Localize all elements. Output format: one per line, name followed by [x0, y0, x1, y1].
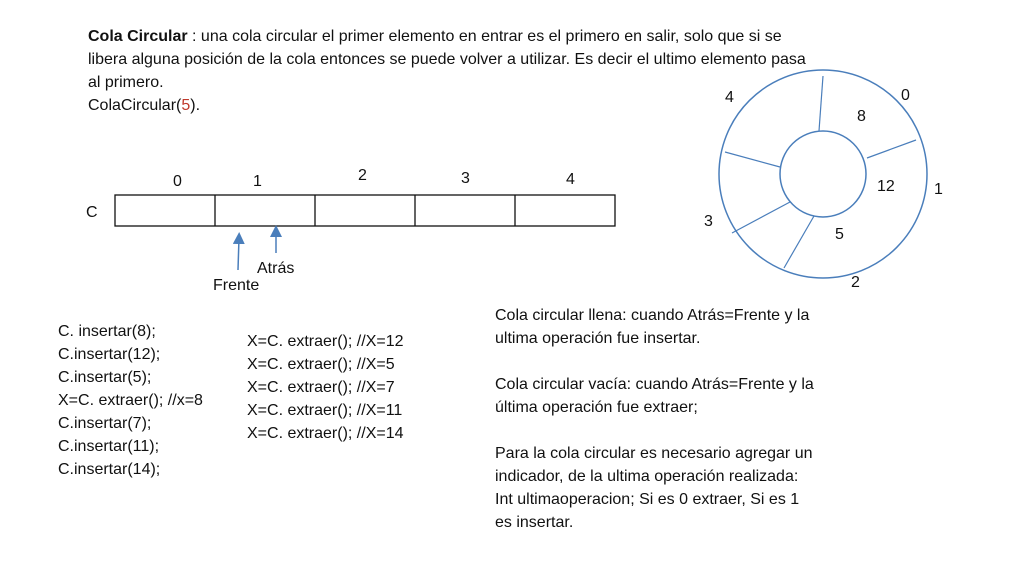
code-line: X=C. extraer(); //X=12 — [247, 333, 404, 350]
code-line: X=C. extraer(); //x=8 — [58, 392, 203, 409]
ring-inner — [780, 131, 866, 217]
code-line: X=C. extraer(); //X=7 — [247, 379, 395, 396]
code-line: C.insertar(14); — [58, 461, 161, 478]
array-index-2: 2 — [358, 167, 367, 184]
code-line: X=C. extraer(); //X=11 — [247, 402, 403, 419]
note-spacer — [495, 350, 814, 373]
intro-line-2: libera alguna posición de la cola entonces se puede volver a utilizar. Es decir el ultimo elemento pasa — [88, 51, 806, 68]
ring-slot-2: 2 — [851, 274, 860, 291]
ring-outer — [719, 70, 927, 278]
code-line: X=C. extraer(); //X=14 — [247, 425, 404, 442]
ring-slot-4: 4 — [725, 89, 734, 106]
array-index-3: 3 — [461, 170, 470, 187]
ring-slot-0: 0 — [901, 87, 910, 104]
code-line: X=C. extraer(); //X=5 — [247, 356, 395, 373]
note-empty-1: Cola circular vacía: cuando Atrás=Frente y la — [495, 376, 814, 393]
code-line: C.insertar(7); — [58, 415, 152, 432]
ring-spoke — [725, 152, 780, 167]
code-right — [247, 330, 404, 445]
array-index-0: 0 — [173, 173, 182, 190]
array-index-4: 4 — [566, 171, 575, 188]
intro-call-suffix: ). — [190, 97, 201, 114]
code-line: C.insertar(12); — [58, 346, 161, 363]
front-label: Frente — [213, 277, 260, 294]
ring-spoke — [784, 216, 814, 268]
note-full-1: Cola circular llena: cuando Atrás=Frente y la — [495, 307, 810, 324]
ring-value-8: 8 — [857, 108, 866, 125]
note-empty-2: última operación fue extraer; — [495, 399, 698, 416]
notes-block — [495, 304, 814, 534]
note-full-2: ultima operación fue insertar. — [495, 330, 701, 347]
ring-slot-3: 3 — [704, 213, 713, 230]
ring-slot-1: 1 — [934, 181, 943, 198]
intro-title: Cola Circular — [88, 28, 188, 45]
note-extra-3: Int ultimaoperacion; Si es 0 extraer, Si es 1 — [495, 491, 800, 508]
array-name: C — [86, 204, 98, 221]
intro-call-prefix: ColaCircular( — [88, 97, 182, 114]
code-line: C.insertar(5); — [58, 369, 152, 386]
ring-value-12: 12 — [877, 178, 895, 195]
ring-value-5: 5 — [835, 226, 844, 243]
intro-call-arg: 5 — [181, 97, 191, 114]
front-arrow — [238, 238, 239, 270]
ring-spoke — [867, 140, 916, 158]
intro-line-3: al primero. — [88, 74, 164, 91]
ring-spoke — [732, 202, 790, 233]
ring-spoke — [819, 76, 823, 131]
code-line: C. insertar(8); — [58, 323, 156, 340]
code-line: C.insertar(11); — [58, 438, 160, 455]
array-outline — [115, 195, 615, 226]
intro-line-1-rest: : una cola circular el primer elemento en entrar es el primero en salir, solo que si se — [187, 28, 782, 45]
code-left — [58, 320, 203, 481]
note-extra-4: es insertar. — [495, 514, 574, 531]
note-extra-1: Para la cola circular es necesario agregar un — [495, 445, 813, 462]
note-spacer — [495, 419, 814, 442]
rear-label: Atrás — [257, 260, 295, 277]
note-extra-2: indicador, de la ultima operación realizada: — [495, 468, 799, 485]
array-index-1: 1 — [253, 173, 262, 190]
